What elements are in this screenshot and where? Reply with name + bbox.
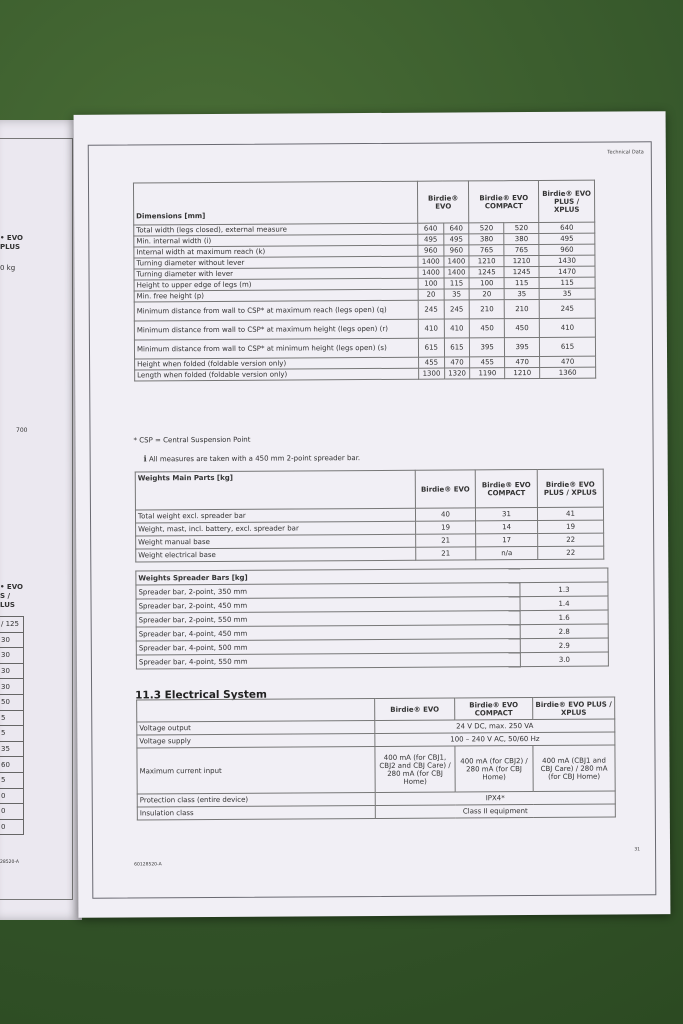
weight-value: 21 xyxy=(416,534,476,547)
weight-value: 19 xyxy=(538,520,604,533)
table-row xyxy=(137,745,615,794)
left-frag-cell: 0 xyxy=(0,788,24,804)
left-frag-footer: 28520-A xyxy=(0,860,19,865)
dimension-label: Total width (legs closed), external measure xyxy=(134,223,418,236)
note-measure-text: All measures are taken with a 450 mm 2-point spreader bar. xyxy=(148,454,361,464)
dimension-value: 1400 xyxy=(418,267,444,278)
dimension-value: 115 xyxy=(539,277,595,288)
dimension-value: 470 xyxy=(505,356,540,367)
weight-value: 22 xyxy=(538,546,604,559)
weights-main-header-row xyxy=(135,469,603,510)
current-evo: 400 mA (for CBJ1, CBJ2 and CBJ Care) / 280 mA (for CBJ Home) xyxy=(375,746,455,792)
dimensions-title: Dimensions [mm] xyxy=(133,181,417,225)
note-csp: * CSP = Central Suspension Point xyxy=(133,435,251,445)
left-frag-cell: 30 xyxy=(0,648,24,664)
left-frag-table xyxy=(0,616,24,835)
dimension-value: 520 xyxy=(469,223,504,234)
table-row xyxy=(0,710,24,726)
dimension-value: 1245 xyxy=(504,266,539,277)
dimension-value: 455 xyxy=(470,357,505,368)
table-row xyxy=(0,726,24,742)
spreader-label: Spreader bar, 4-point, 500 mm xyxy=(136,639,520,655)
table-row xyxy=(0,679,24,695)
col-birdie-evo-plus: Birdie® EVO PLUS / XPLUS xyxy=(539,180,595,222)
dimension-value: 395 xyxy=(470,338,505,357)
spreader-value: 1.3 xyxy=(520,582,608,597)
table-row xyxy=(136,546,604,562)
insulation-label: Insulation class xyxy=(137,805,375,819)
dimension-label: Minimum distance from wall to CSP* at maximum reach (legs open) (q) xyxy=(134,300,418,321)
electrical-col-blank xyxy=(137,698,375,721)
spreader-label: Spreader bar, 4-point, 450 mm xyxy=(136,625,520,641)
table-row xyxy=(0,663,24,679)
dimension-label: Internal width at maximum reach (k) xyxy=(134,245,418,258)
info-icon: ℹ xyxy=(143,454,147,464)
spreader-value: 2.8 xyxy=(520,624,608,639)
footer-doc-id: 60128520-A xyxy=(134,862,162,868)
table-row xyxy=(0,617,24,633)
voltage-supply-value: 100 – 240 V AC, 50/60 Hz xyxy=(375,732,615,746)
current-label: Maximum current input xyxy=(137,746,375,793)
spreader-value: 3.0 xyxy=(520,652,608,667)
left-frag-header-1: • EVO xyxy=(0,234,23,242)
table-row xyxy=(0,648,24,664)
left-frag-dim: 700 xyxy=(16,427,28,434)
weights-col-compact: Birdie® EVO COMPACT xyxy=(475,469,537,507)
col-birdie-evo: Birdie® EVO xyxy=(418,181,469,223)
spreader-value: 1.6 xyxy=(520,610,608,625)
dimension-value: 615 xyxy=(444,338,470,357)
table-row xyxy=(136,652,608,669)
dimension-value: 395 xyxy=(505,337,540,356)
dimension-value: 410 xyxy=(418,319,444,338)
left-frag-cell: 50 xyxy=(0,694,24,710)
dimension-value: 470 xyxy=(444,357,470,368)
dimension-value: 615 xyxy=(540,337,596,356)
dimension-value: 210 xyxy=(469,300,504,319)
dimensions-table xyxy=(133,180,596,382)
dimension-value: 1210 xyxy=(504,255,539,266)
weight-value: 40 xyxy=(415,508,475,521)
dimension-value: 495 xyxy=(539,233,595,244)
dimension-value: 640 xyxy=(539,222,595,233)
electrical-col-plus: Birdie® EVO PLUS / XPLUS xyxy=(533,697,615,720)
dimension-value: 20 xyxy=(418,289,444,300)
left-frag-cell: 0 xyxy=(0,804,24,820)
dimension-value: 1360 xyxy=(540,367,596,378)
table-row xyxy=(135,367,596,381)
spreader-label: Spreader bar, 2-point, 450 mm xyxy=(136,597,520,613)
electrical-header-row xyxy=(137,697,615,722)
dimension-value: 100 xyxy=(469,278,504,289)
weight-label: Weight, mast, incl. battery, excl. spreader bar xyxy=(136,521,416,536)
table-row xyxy=(0,804,24,820)
dimension-value: 960 xyxy=(418,245,444,256)
dimension-value: 1300 xyxy=(419,368,445,379)
table-row xyxy=(0,788,24,804)
dimension-value: 115 xyxy=(504,277,539,288)
dimension-value: 245 xyxy=(444,300,470,319)
weight-label: Weight manual base xyxy=(136,534,416,549)
dimension-value: 35 xyxy=(444,289,470,300)
dimension-value: 115 xyxy=(444,278,470,289)
left-frag-cell: 30 xyxy=(0,632,24,648)
current-compact: 400 mA (for CBJ2) / 280 mA (for CBJ Home) xyxy=(455,746,533,792)
weight-value: 31 xyxy=(475,507,537,520)
weight-value: 14 xyxy=(476,520,538,533)
section-header: Technical Data xyxy=(607,149,644,156)
dimension-value: 245 xyxy=(539,299,595,318)
document-page xyxy=(74,111,671,918)
dimension-value: 1400 xyxy=(444,256,470,267)
dimension-label: Minimum distance from wall to CSP* at minimum height (legs open) (s) xyxy=(134,338,418,359)
dimension-value: 1320 xyxy=(444,368,470,379)
table-row xyxy=(0,819,24,835)
dimension-value: 1470 xyxy=(539,266,595,277)
dimension-value: 380 xyxy=(504,233,539,244)
weights-col-evo: Birdie® EVO xyxy=(415,470,475,508)
spreader-label: Spreader bar, 4-point, 550 mm xyxy=(136,653,520,669)
spreader-value: 1.4 xyxy=(520,596,608,611)
left-frag-header2-1: • EVO xyxy=(0,583,23,591)
left-frag-cell: 60 xyxy=(0,757,24,773)
weight-value: 21 xyxy=(416,547,476,560)
dimension-value: 960 xyxy=(539,244,595,255)
protection-value: IPX4* xyxy=(375,791,615,805)
weights-main-table xyxy=(135,469,605,563)
weight-label: Weight electrical base xyxy=(136,547,416,562)
dimension-value: 35 xyxy=(539,288,595,299)
col-birdie-evo-compact: Birdie® EVO COMPACT xyxy=(469,180,539,222)
table-row xyxy=(0,772,24,788)
current-plus: 400 mA (CBJ1 and CBJ Care) / 280 mA (for CBJ Home) xyxy=(533,745,615,792)
dimension-value: 450 xyxy=(504,318,539,337)
left-frag-header2-3: LUS xyxy=(0,601,15,609)
weights-spreader-table xyxy=(135,568,609,670)
dimension-value: 1210 xyxy=(469,256,504,267)
dimension-value: 520 xyxy=(504,222,539,233)
dimension-value: 470 xyxy=(540,356,596,367)
dimension-value: 615 xyxy=(418,338,444,357)
dimension-label: Height when folded (foldable version only) xyxy=(135,357,419,370)
dimension-label: Height to upper edge of legs (m) xyxy=(134,278,418,291)
weight-value: 41 xyxy=(537,507,603,520)
note-measure xyxy=(144,453,361,463)
dimension-label: Min. free height (p) xyxy=(134,289,418,302)
table-row xyxy=(0,632,24,648)
voltage-output-value: 24 V DC, max. 250 VA xyxy=(375,719,615,733)
left-frag-cell: 0 xyxy=(0,819,24,835)
protection-label: Protection class (entire device) xyxy=(137,792,375,806)
dimension-value: 450 xyxy=(470,319,505,338)
left-frag-cell: / 125 xyxy=(0,617,24,633)
dimension-value: 245 xyxy=(418,300,444,319)
left-frag-cell: 35 xyxy=(0,741,24,757)
table-row xyxy=(0,757,24,773)
weight-label: Total weight excl. spreader bar xyxy=(135,508,415,523)
spreader-label: Spreader bar, 2-point, 550 mm xyxy=(136,611,520,627)
dimension-value: 1400 xyxy=(418,256,444,267)
dimension-value: 495 xyxy=(418,234,444,245)
left-frag-weight: 0 kg xyxy=(0,264,16,272)
dimension-label: Length when folded (foldable version only) xyxy=(135,368,419,381)
left-frag-cell: 5 xyxy=(0,772,24,788)
dimension-value: 765 xyxy=(469,245,504,256)
left-frag-cell: 5 xyxy=(0,710,24,726)
electrical-col-compact: Birdie® EVO COMPACT xyxy=(455,698,533,720)
dimension-value: 455 xyxy=(419,357,445,368)
dimension-value: 410 xyxy=(444,319,470,338)
left-frag-cell: 30 xyxy=(0,679,24,695)
voltage-output-label: Voltage output xyxy=(137,720,375,734)
dimension-label: Turning diameter with lever xyxy=(134,267,418,280)
dimension-value: 1245 xyxy=(469,267,504,278)
dimensions-header-row xyxy=(133,180,594,225)
dimension-value: 1190 xyxy=(470,368,505,379)
table-row xyxy=(0,741,24,757)
weight-value: 22 xyxy=(538,533,604,546)
table-row xyxy=(0,694,24,710)
weights-col-plus: Birdie® EVO PLUS / XPLUS xyxy=(537,469,603,507)
dimension-value: 640 xyxy=(443,223,469,234)
voltage-supply-label: Voltage supply xyxy=(137,733,375,747)
dimension-value: 765 xyxy=(504,244,539,255)
dimension-value: 100 xyxy=(418,278,444,289)
dimension-value: 410 xyxy=(539,318,595,337)
left-frag-header-2: PLUS xyxy=(0,243,21,251)
dimension-value: 35 xyxy=(504,288,539,299)
spreader-value: 2.9 xyxy=(520,638,608,653)
left-page xyxy=(0,120,82,920)
spreader-label: Spreader bar, 2-point, 350 mm xyxy=(136,583,520,599)
electrical-col-evo: Birdie® EVO xyxy=(375,698,455,720)
spreader-title: Weights Spreader Bars [kg] xyxy=(136,568,608,585)
dimension-value: 380 xyxy=(469,234,504,245)
dimension-value: 20 xyxy=(469,289,504,300)
weights-main-title: Weights Main Parts [kg] xyxy=(135,470,415,510)
dimension-label: Turning diameter without lever xyxy=(134,256,418,269)
electrical-table xyxy=(136,697,616,821)
left-frag-cell: 30 xyxy=(0,663,24,679)
weight-value: n/a xyxy=(476,546,538,559)
dimension-value: 1400 xyxy=(444,267,470,278)
dimension-value: 960 xyxy=(444,245,470,256)
weight-value: 17 xyxy=(476,533,538,546)
dimension-value: 210 xyxy=(504,299,539,318)
table-row xyxy=(137,804,615,820)
left-frag-header2-2: S / xyxy=(0,592,11,600)
weight-value: 19 xyxy=(416,521,476,534)
dimension-label: Minimum distance from wall to CSP* at maximum height (legs open) (r) xyxy=(134,319,418,340)
dimension-value: 1210 xyxy=(505,367,540,378)
footer-page-number: 31 xyxy=(634,847,641,853)
dimension-value: 640 xyxy=(418,223,444,234)
electrical-section-title: 11.3 Electrical System xyxy=(135,688,267,702)
insulation-value: Class II equipment xyxy=(375,804,615,818)
dimension-value: 1430 xyxy=(539,255,595,266)
dimension-value: 495 xyxy=(443,234,469,245)
dimension-label: Min. internal width (i) xyxy=(134,234,418,247)
left-frag-cell: 5 xyxy=(0,726,24,742)
